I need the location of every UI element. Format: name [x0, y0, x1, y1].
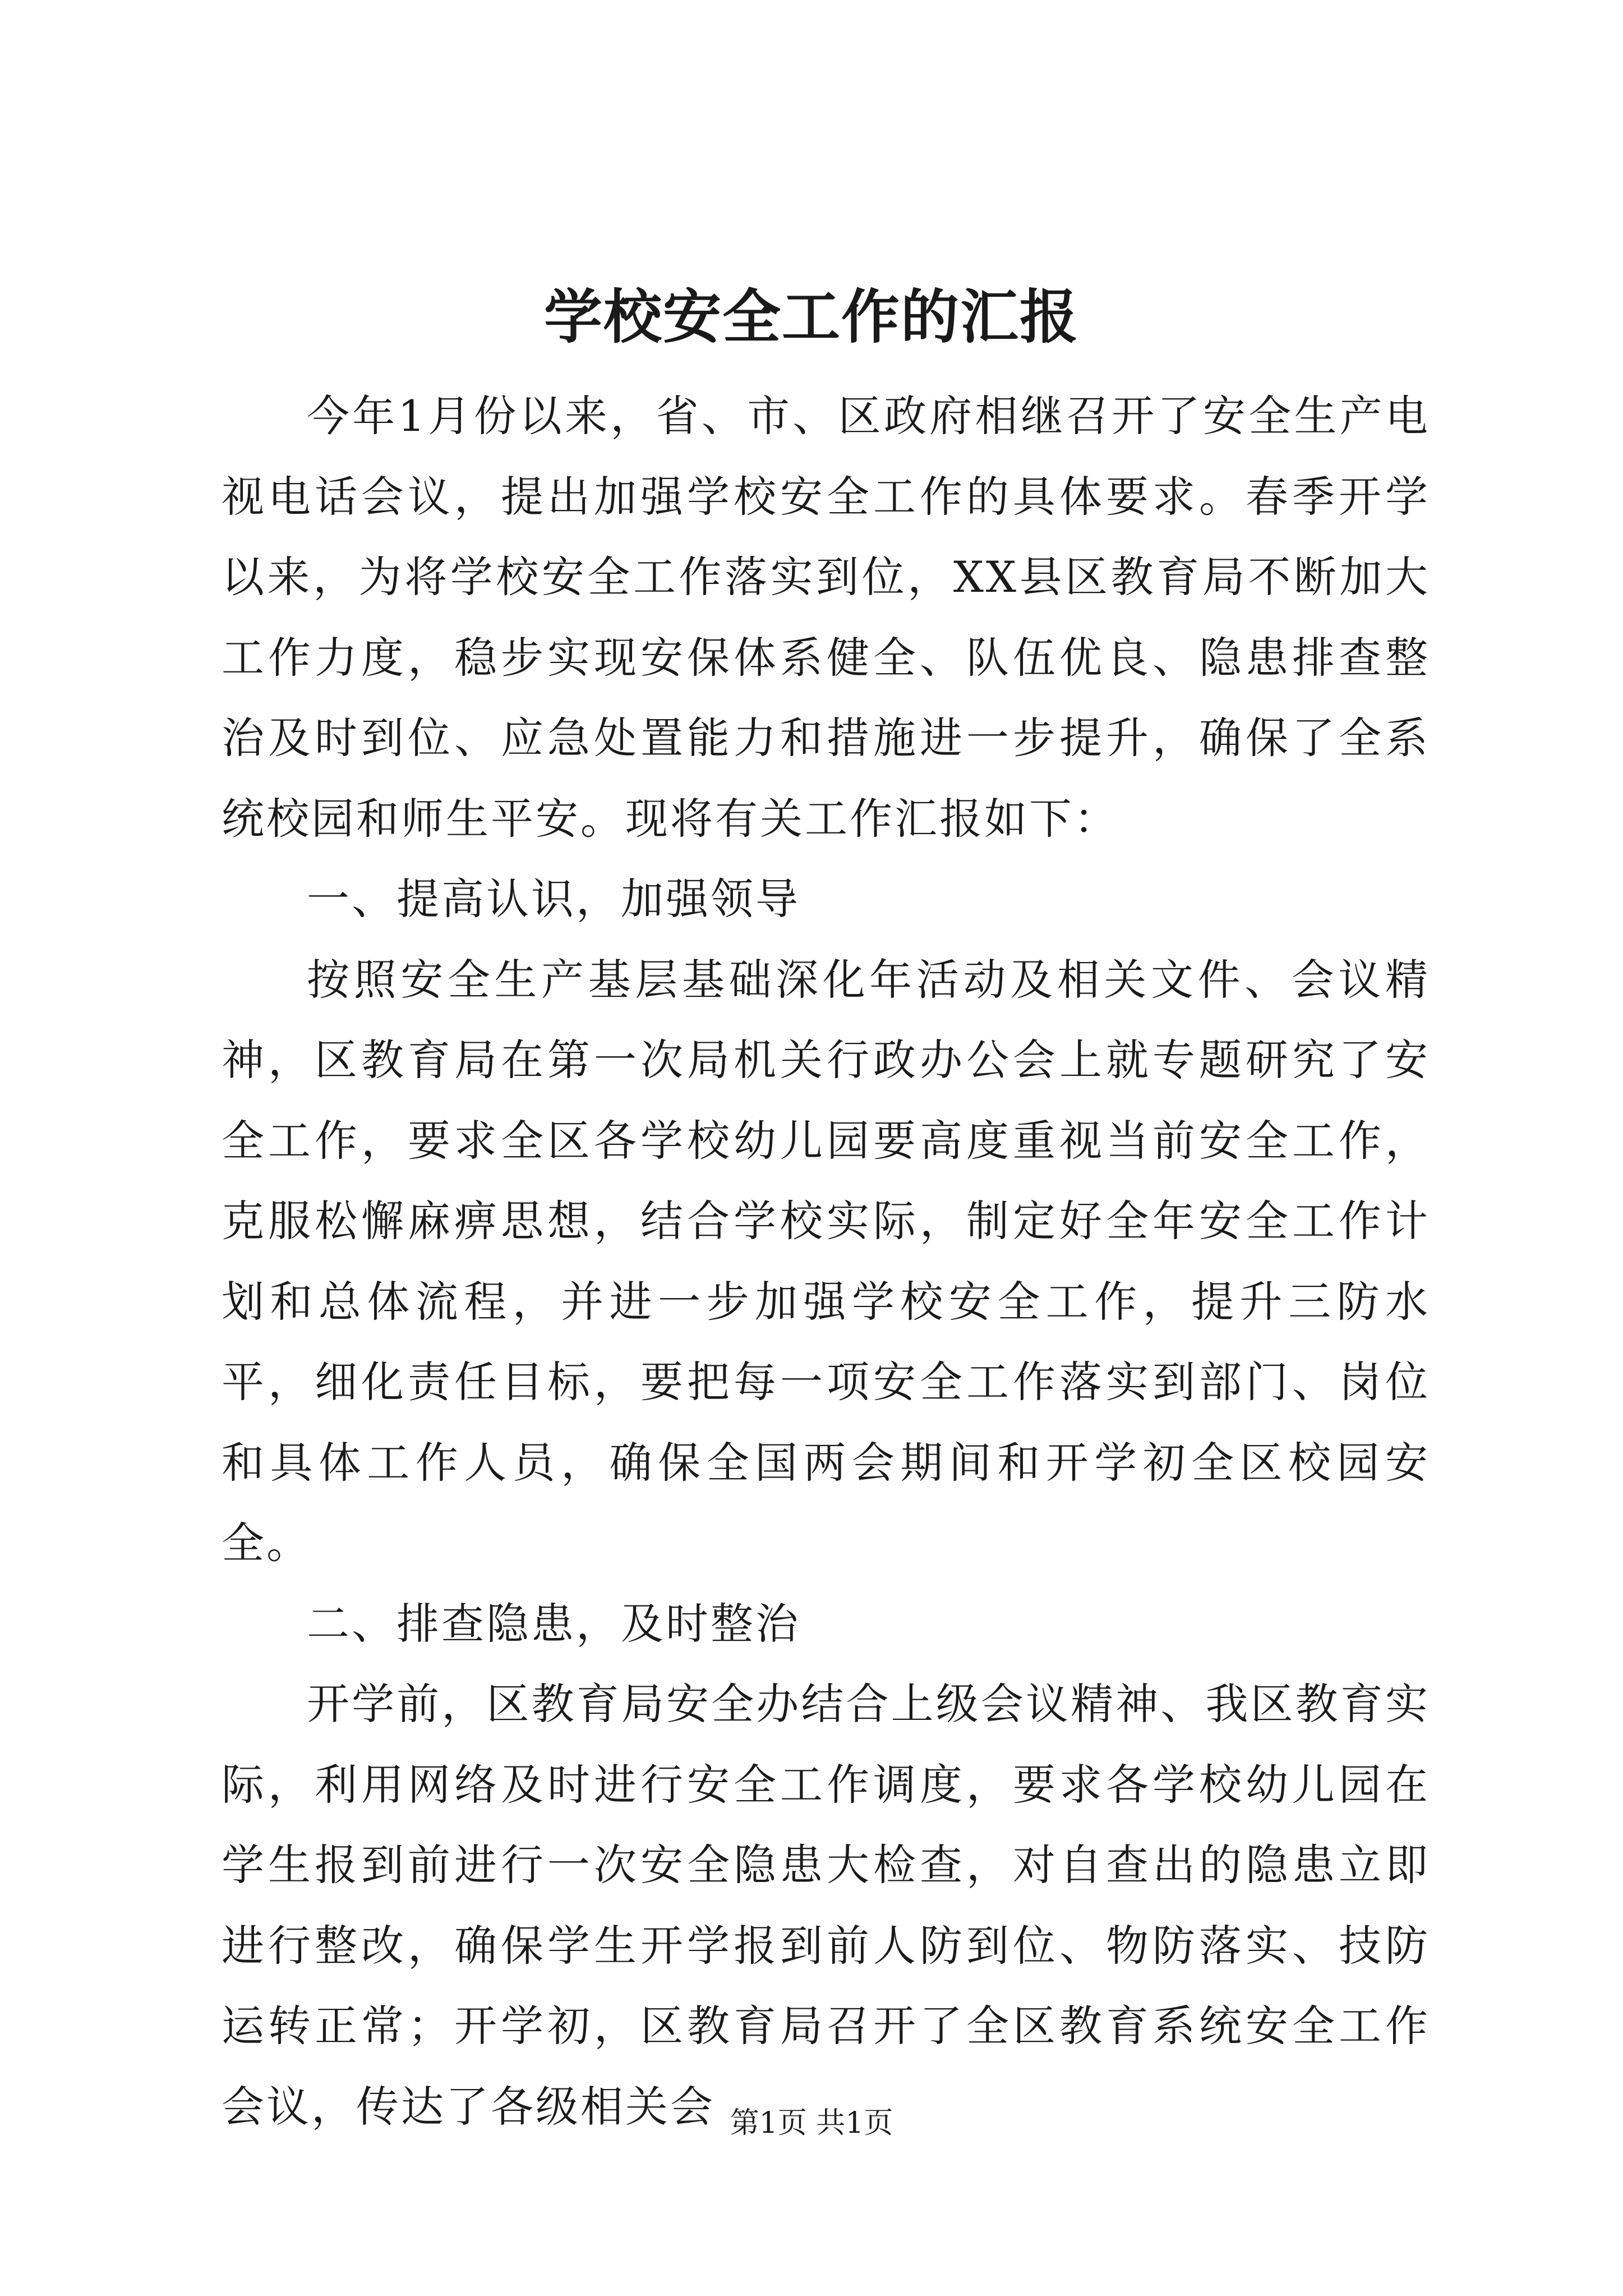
document-body: [222, 376, 1430, 2147]
document-title: 学校安全工作的汇报: [543, 282, 1079, 351]
paragraph-intro: 今年1月份以来，省、市、区政府相继召开了安全生产电视电话会议，提出加强学校安全工作的具体要求。春季开学以来，为将学校安全工作落实到位，XX县区教育局不断加大工作力度，稳步实现安保体系健全、队伍优良、隐患排查整治及时到位、应急处置能力和措施进一步提升，确保了全系统校园和师生平安。现将有关工作汇报如下：: [222, 391, 1430, 844]
section-heading-2: 二、排查隐患，及时整治: [307, 1598, 800, 1649]
paragraph-section-1: 按照安全生产基层基础深化年活动及相关文件、会议精神，区教育局在第一次局机关行政办公会上就专题研究了安全工作，要求全区各学校幼儿园要高度重视当前安全工作，克服松懈麻痹思想，结合学校实际，制定好全年安全工作计划和总体流程，并进一步加强学校安全工作，提升三防水平，细化责任目标，要把每一项安全工作落实到部门、岗位和具体工作人员，确保全国两会期间和开学初全区校园安全。: [222, 954, 1430, 1568]
paragraph-section-2: 开学前，区教育局安全办结合上级会议精神、我区教育实际，利用网络及时进行安全工作调度，要求各学校幼儿园在学生报到前进行一次安全隐患大检查，对自查出的隐患立即进行整改，确保学生开学报到前人防到位、物防落实、技防运转正常；开学初，区教育局召开了全区教育系统安全工作会议，传达了各级相关会: [222, 1679, 1430, 2132]
page-footer: 第1页 共1页: [730, 2106, 893, 2140]
section-heading-1: 一、提高认识，加强领导: [307, 874, 800, 924]
